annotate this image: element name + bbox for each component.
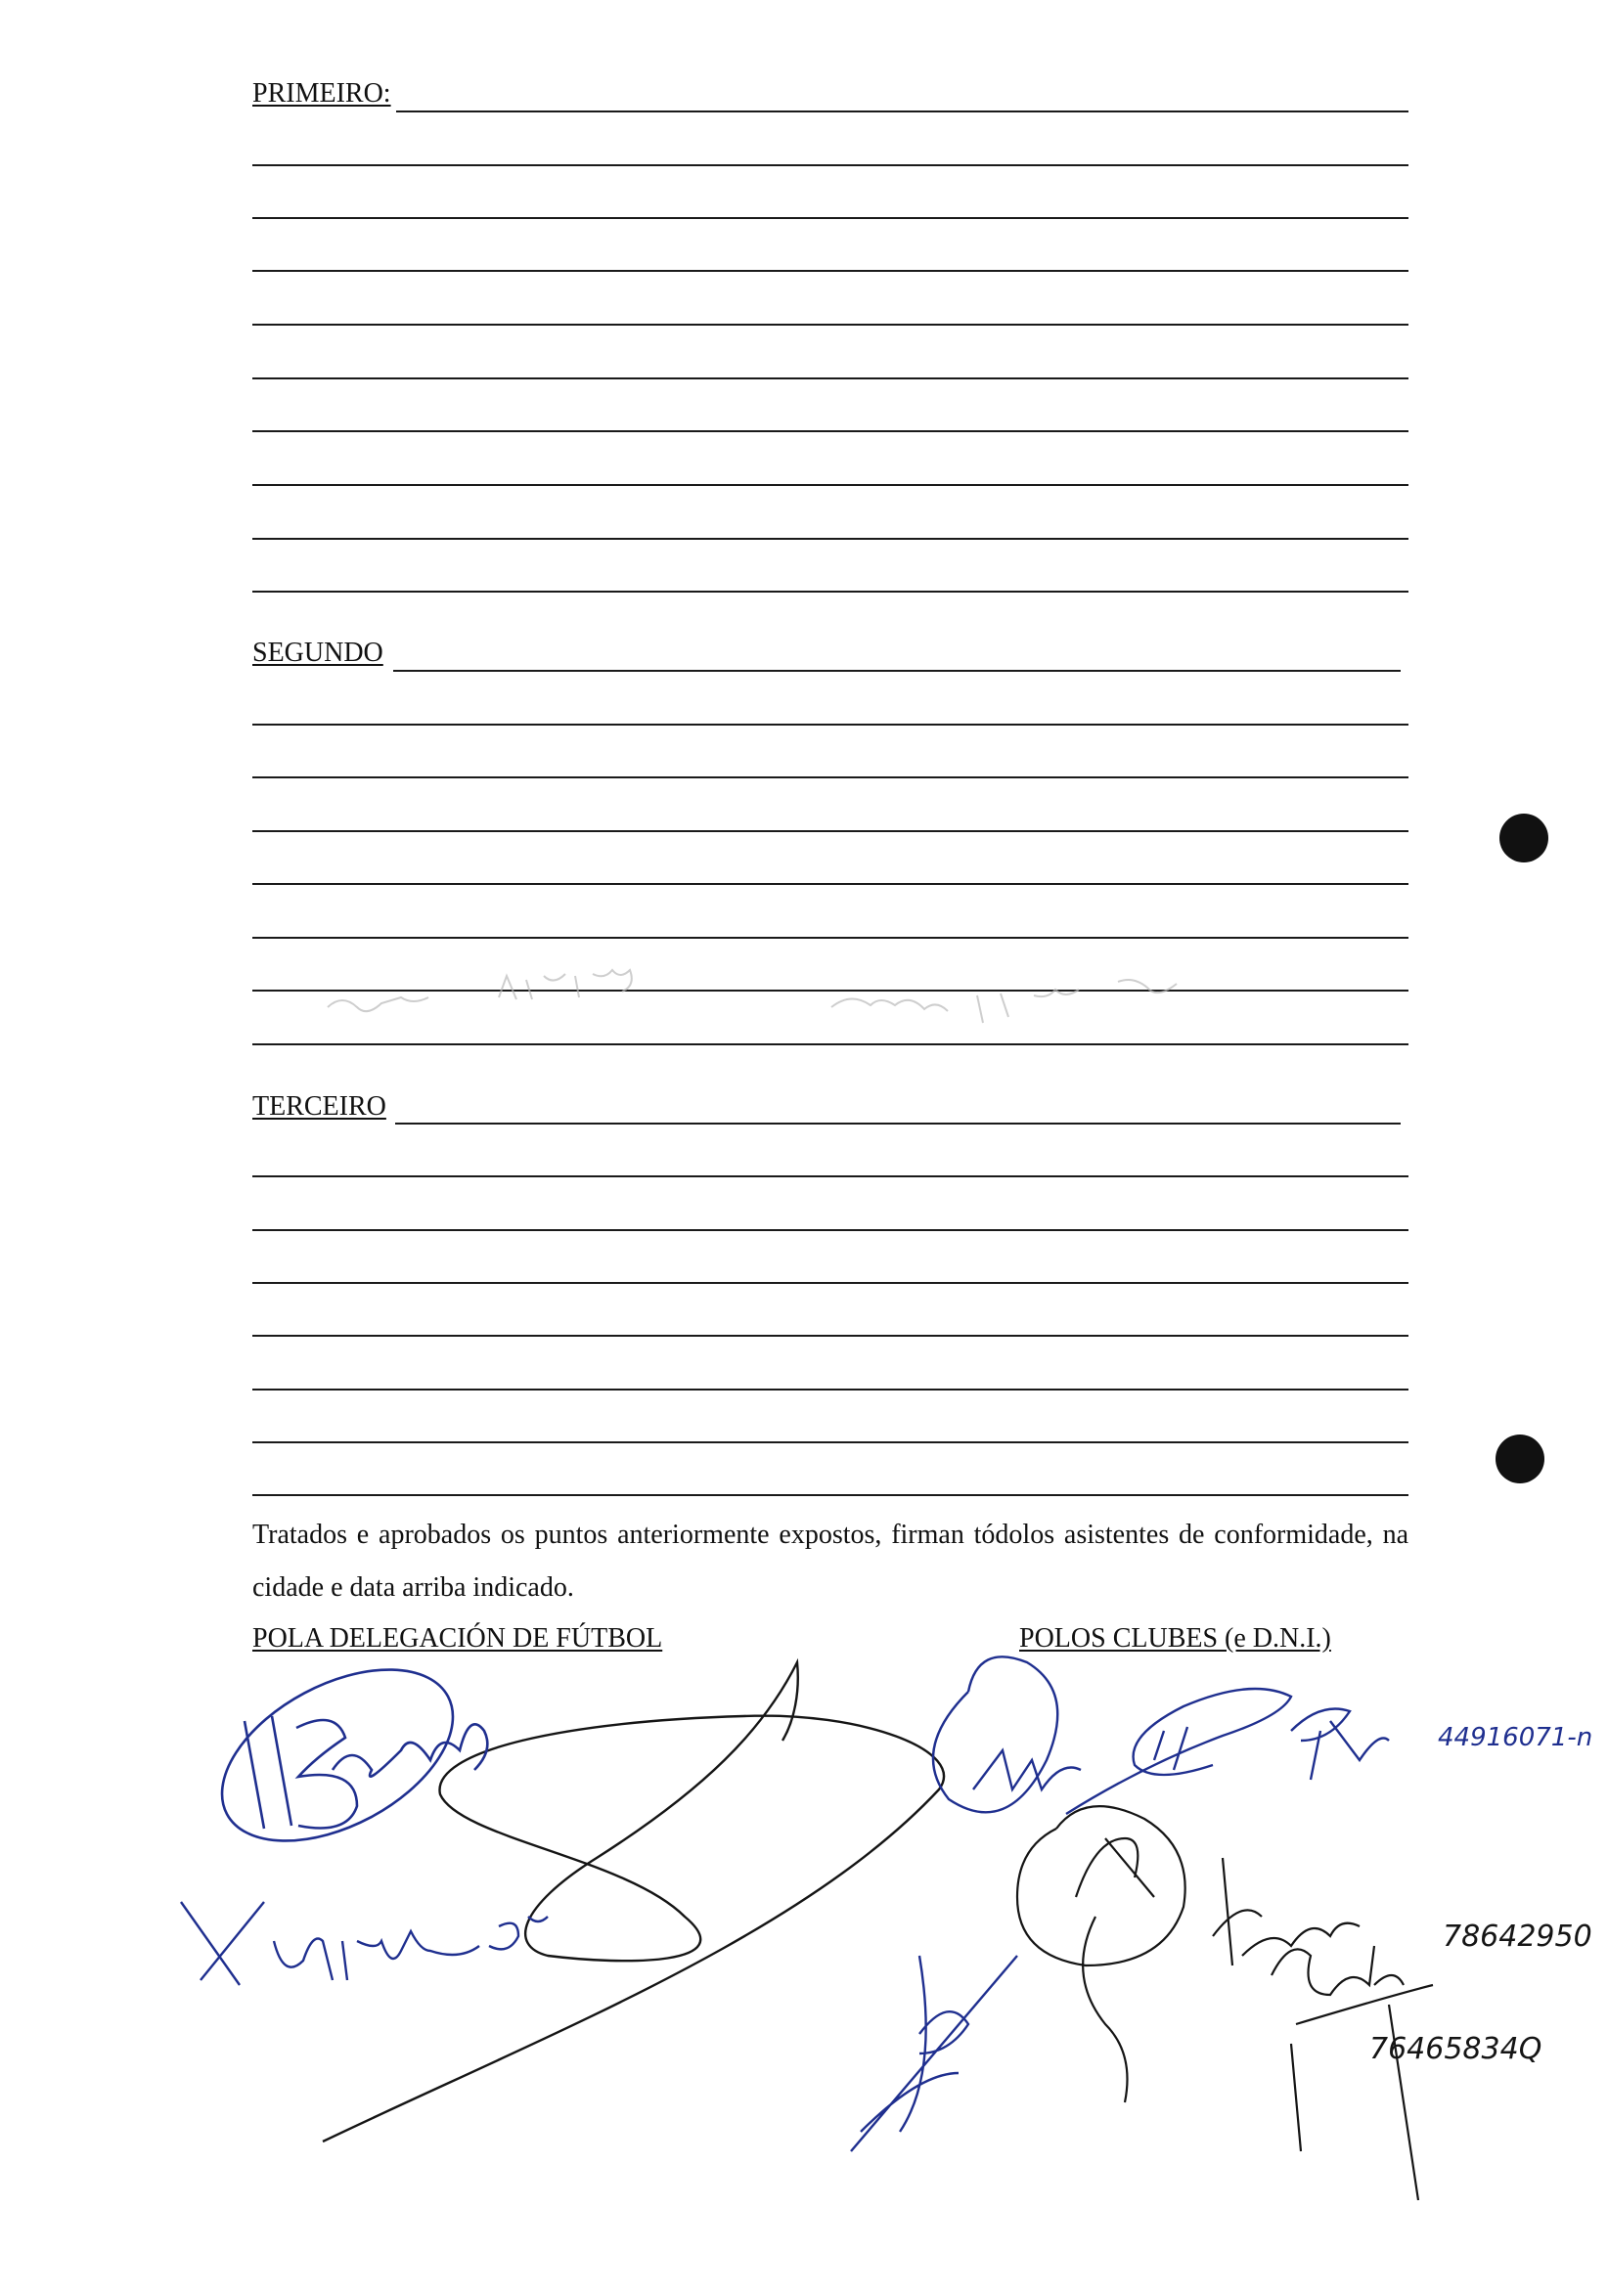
club-black-signatures <box>1017 1806 1433 2200</box>
primeiro-line <box>252 591 1408 593</box>
primeiro-line <box>396 110 1408 112</box>
segundo-line <box>252 776 1408 778</box>
terceiro-line <box>252 1229 1408 1231</box>
terceiro-line <box>252 1389 1408 1391</box>
primeiro-line <box>252 538 1408 540</box>
terceiro-line <box>252 1335 1408 1337</box>
delegation-blue-signature <box>194 1634 487 1876</box>
punch-hole <box>1496 1435 1544 1483</box>
segundo-line <box>252 724 1408 726</box>
segundo-line <box>252 883 1408 885</box>
segundo-line <box>393 670 1401 672</box>
delegation-black-signature <box>323 1662 944 2141</box>
terceiro-label: TERCEIRO <box>252 1091 386 1122</box>
primeiro-line <box>252 430 1408 432</box>
primeiro-line <box>252 377 1408 379</box>
terceiro-line <box>252 1441 1408 1443</box>
handwritten-id-1: 44916071-n <box>1438 1723 1593 1752</box>
segundo-line <box>252 937 1408 939</box>
handwritten-id-2: 78642950 <box>1443 1920 1592 1954</box>
delegation-heading: POLA DELEGACIÓN DE FÚTBOL <box>252 1623 663 1654</box>
primeiro-line <box>252 164 1408 166</box>
segundo-label: SEGUNDO <box>252 638 383 668</box>
primeiro-line <box>252 217 1408 219</box>
primeiro-line <box>252 270 1408 272</box>
club-blue-signatures <box>851 1656 1389 2151</box>
closing-paragraph: Tratados e aprobados os puntos anteriormente expostos, firman tódolos asistentes de conformidade, na cidade e data arriba indicado. <box>252 1520 1408 1603</box>
terceiro-line <box>252 1282 1408 1284</box>
clubs-heading: POLOS CLUBES (e D.N.I.) <box>1019 1623 1331 1654</box>
segundo-line <box>252 990 1408 992</box>
second-blue-signature <box>181 1902 548 1985</box>
handwritten-id-3: 76465834Q <box>1369 2032 1542 2066</box>
terceiro-line <box>252 1175 1408 1177</box>
primeiro-line <box>252 324 1408 326</box>
terceiro-line <box>395 1123 1401 1125</box>
segundo-line <box>252 1043 1408 1045</box>
terceiro-line <box>252 1494 1408 1496</box>
primeiro-line <box>252 484 1408 486</box>
primeiro-label: PRIMEIRO: <box>252 78 391 109</box>
punch-hole <box>1499 814 1548 862</box>
segundo-line <box>252 830 1408 832</box>
faint-handwriting <box>328 970 1177 1023</box>
